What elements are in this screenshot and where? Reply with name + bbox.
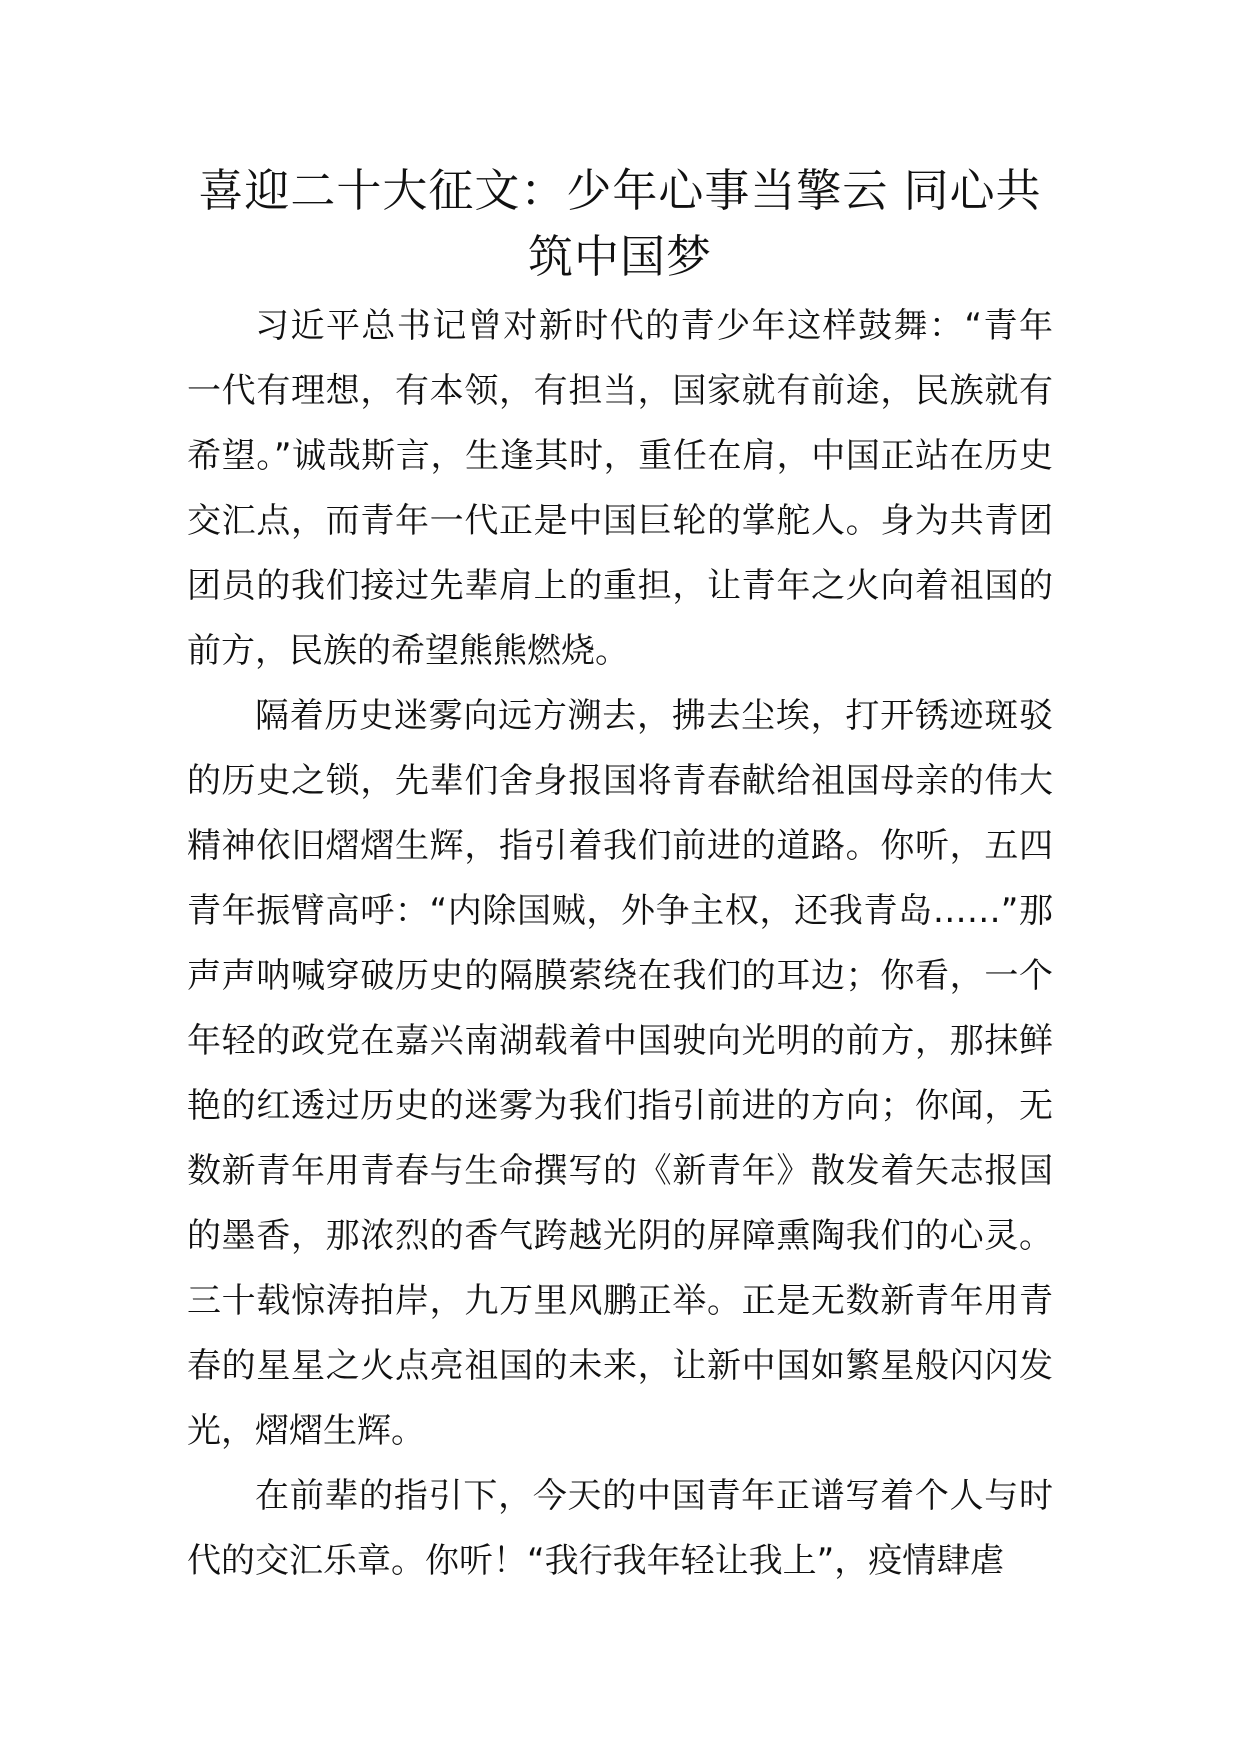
paragraph: 在前辈的指引下，今天的中国青年正谱写着个人与时代的交汇乐章。你听！“我行我年轻让我上”，疫情肆虐 (187, 1476, 1053, 1581)
document-body (187, 294, 1053, 1594)
document-title: 喜迎二十大征文：少年心事当擎云 同心共筑中国梦 (198, 164, 1042, 283)
paragraph: 隔着历史迷雾向远方溯去，拂去尘埃，打开锈迹斑驳的历史之锁，先辈们舍身报国将青春献给祖国母亲的伟大精神依旧熠熠生辉，指引着我们前进的道路。你听，五四青年振臂高呼：“内除国贼，外争主权，还我青岛……”那声声呐喊穿破历史的隔膜萦绕在我们的耳边；你看，一个年轻的政党在嘉兴南湖载着中国驶向光明的前方，那抹鲜艳的红透过历史的迷雾为我们指引前进的方向；你闻，无数新青年用青春与生命撰写的《新青年》散发着矢志报国的墨香，那浓烈的香气跨越光阴的屏障熏陶我们的心灵。三十载惊涛拍岸，九万里风鹏正举。正是无数新青年用青春的星星之火点亮祖国的未来，让新中国如繁星般闪闪发光，熠熠生辉。 (187, 696, 1053, 1451)
paragraph: 习近平总书记曾对新时代的青少年这样鼓舞：“青年一代有理想，有本领，有担当，国家就有前途，民族就有希望。”诚哉斯言，生逢其时，重任在肩，中国正站在历史交汇点，而青年一代正是中国巨轮的掌舵人。身为共青团团员的我们接过先辈肩上的重担，让青年之火向着祖国的前方，民族的希望熊熊燃烧。 (187, 306, 1053, 671)
